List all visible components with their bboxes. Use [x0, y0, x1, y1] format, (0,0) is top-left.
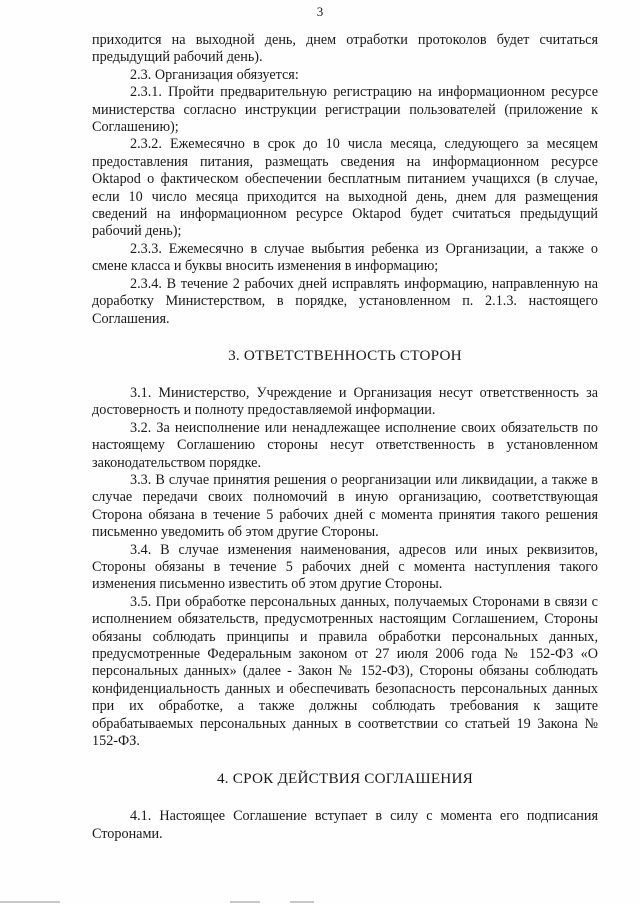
- page-number: 3: [316, 4, 324, 19]
- clause-2-3: 2.3. Организация обязуется:: [130, 66, 299, 83]
- clause-3-5: 3.5. При обработке персональных данных, получаемых Сторонами в связи с исполнением обязательств, предусмотренных настоящим Соглашением, Стороны обязаны соблюдать принципы и правила обработки персональных данных, предусмотренные Федеральным законом от 27 июля 2006 года № 152-ФЗ «О персональных данных» (далее - Закон № 152-ФЗ), Стороны обязаны соблюдать конфиденциальность данных и обеспечивать безопасность персональных данных при их обработке, а также должны соблюдать требования к защите обрабатываемых персональных данных в соответствии со статьей 19 Закона № 152-ФЗ.: [92, 593, 598, 750]
- clause-2-3-2: 2.3.2. Ежемесячно в срок до 10 числа месяца, следующего за месяцем предоставления питания, размещать сведения на информационном ресурсе Oktapod о фактическом обеспечении бесплатным питанием учащихся (в случае, если 10 число месяца приходится на выходной день, днем для размещения сведений на информационном ресурсе Oktapod будет считаться предыдущий рабочий день);: [92, 136, 598, 240]
- clause-3-1: 3.1. Министерство, Учреждение и Организация несут ответственность за достоверность и полноту предоставляемой информации.: [92, 384, 598, 419]
- clause-3-2: 3.2. За неисполнение или ненадлежащее исполнение своих обязательств по настоящему Соглашению стороны несут ответственность в установленном законодательством порядке.: [92, 419, 598, 471]
- scan-artifact: [290, 901, 314, 903]
- clause-3-3: 3.3. В случае принятия решения о реорганизации или ликвидации, а также в случае передачи своих полномочий в иную организацию, соответствующая Сторона обязана в течение 5 рабочих дней с момента принятия такого решения письменно уведомить об этом другие Стороны.: [92, 471, 598, 541]
- paragraph-continuation: приходится на выходной день, днем отработки протоколов будет считаться предыдущий рабочий день).: [92, 32, 598, 66]
- document-body: [92, 32, 598, 843]
- scan-artifact: [0, 901, 60, 903]
- clause-2-3-1: 2.3.1. Пройти предварительную регистрацию на информационном ресурсе министерства согласно инструкции регистрации пользователей (приложение к Соглашению);: [92, 84, 598, 136]
- section-3-heading: 3. ОТВЕТСТВЕННОСТЬ СТОРОН: [228, 346, 462, 364]
- clause-4-1: 4.1. Настоящее Соглашение вступает в силу с момента его подписания Сторонами.: [92, 808, 598, 842]
- clause-2-3-3: 2.3.3. Ежемесячно в случае выбытия ребенка из Организации, а также о смене класса и буквы вносить изменения в информацию;: [92, 240, 598, 275]
- clause-2-3-4: 2.3.4. В течение 2 рабочих дней исправлять информацию, направленную на доработку Министерством, в порядке, установленном п. 2.1.3. настоящего Соглашения.: [92, 275, 598, 327]
- clause-3-4: 3.4. В случае изменения наименования, адресов или иных реквизитов, Стороны обязаны в течение 5 рабочих дней с момента наступления такого изменения письменно известить об этом другие Стороны.: [92, 541, 598, 593]
- section-4-heading: 4. СРОК ДЕЙСТВИЯ СОГЛАШЕНИЯ: [217, 770, 473, 788]
- scan-artifact: [230, 901, 260, 903]
